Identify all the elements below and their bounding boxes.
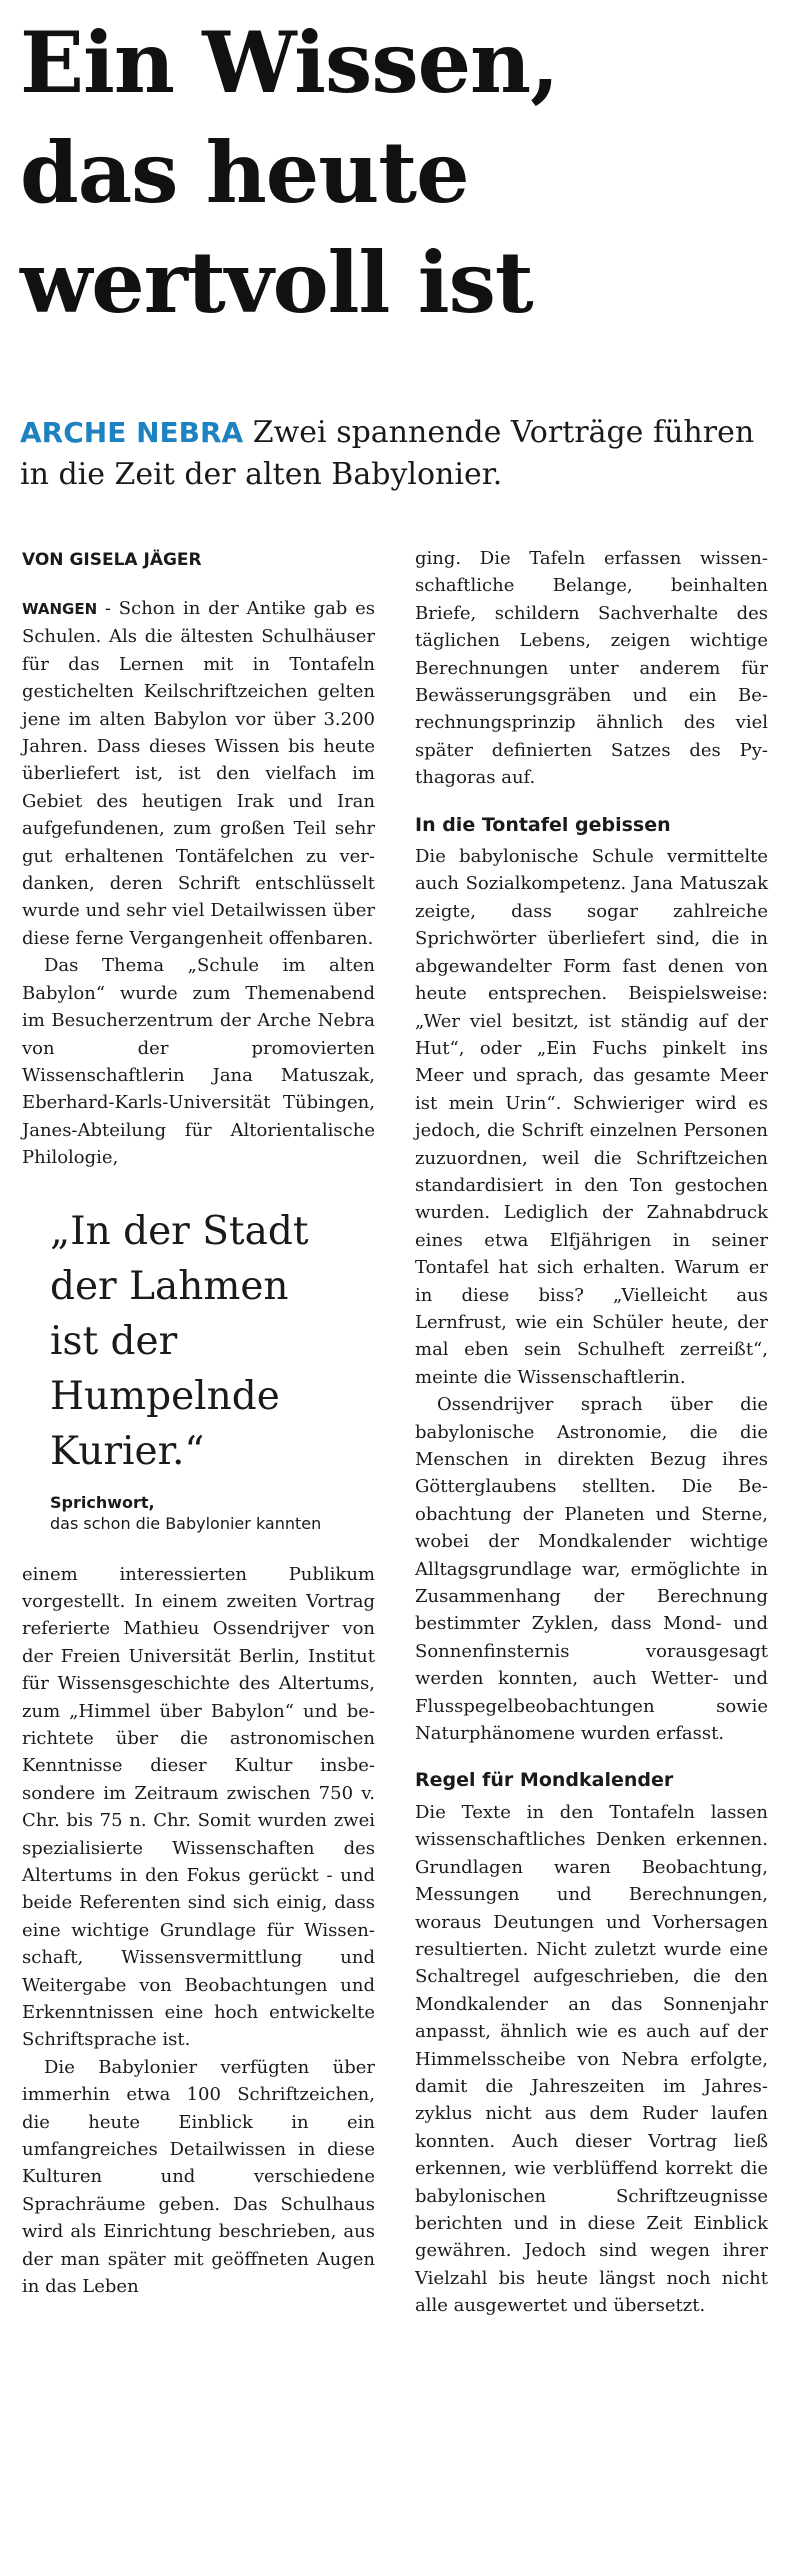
headline xyxy=(20,8,780,338)
kicker: ARCHE NEBRA xyxy=(20,416,244,449)
pull-quote-line: ist der xyxy=(50,1318,178,1364)
deck-text: Zwei spannende Vorträge führen in die Zeit der alten Babylonier. xyxy=(20,415,755,492)
section-heading: In die Tontafel gebissen xyxy=(415,813,671,836)
section-heading: Regel für Mondkalender xyxy=(415,1769,674,1792)
column-left xyxy=(22,545,375,2301)
paragraph: ging. Die Tafeln erfassen wissenschaftliche Belange, beinhalten Briefe, schildern Sachverhalte des täglichen Lebens, zeigen wichtige Berechnungen unter anderem für Bewässerungsgräben und ein Berechnungsprinzip ähnlich des viel später definierten Satzes des Pythagoras auf. xyxy=(415,548,768,789)
paragraph: Die Texte in den Tontafeln lassen wissenschaftliches Denken erkennen. Grundlagen waren Beobachtung, Messungen und Berechnungen, woraus Deutungen und Vorhersagen resultierten. Nicht zuletzt wurde eine Schaltregel aufgeschrieben, die den Mondkalender an das Sonnenjahr anpasst, ähnlich wie es auch auf der Himmelsscheibe von Nebra erfolgte, damit die Jahreszeiten im Jahreszyklus nicht aus dem Ruder laufen konnten. Auch dieser Vortrag ließ erkennen, wie verblüffend korrekt die babylonischen Schriftzeugnisse berichten und in diese Zeit Einblick gewähren. Jedoch sind wegen ihrer Vielzahl bis heute längst noch nicht alle ausgewertet und übersetzt. xyxy=(415,1801,768,2317)
pull-quote-attribution-desc: das schon die Babylonier kannten xyxy=(50,1513,322,1533)
paragraph: Die Babylonier verfügten über immerhin etwa 100 Schriftzeichen, die heute Einblick in ein umfangreiches Detailwissen in diese Kulturen und verschiedene Sprachräume geben. Das Schulhaus wird als Einrichtung beschrieben, aus der man später mit geöffneten Augen in das Leben xyxy=(22,2056,375,2298)
pull-quote-text xyxy=(50,1204,375,1479)
deck xyxy=(20,412,780,496)
paragraph: Das Thema „Schule im alten Babylon“ wurde zum Themenabend im Besucherzentrum der Arche Nebra von der promovierten Wissenschaftlerin Jana Matuszak, Eberhard-Karls-Universität Tübingen, Janes-Abteilung für Altorientalische Philologie, xyxy=(22,955,375,1169)
paragraph: Die babylonische Schule vermittelte auch Sozialkompetenz. Jana Matuszak zeigte, dass sogar zahlreiche Sprichwörter überliefert sind, die in abgewandelter Form fast denen von heute entsprechen. Beispielsweise: „Wer viel besitzt, ist ständig auf der Hut“, oder „Ein Fuchs pinkelt ins Meer und sprach, das gesamte Meer ist mein Urin“. Schwieriger wird es jedoch, die Schrift einzelnen Personen zuzuordnen, weil die Schriftzeichen standardisiert in den Ton gestochen wurden. Lediglich der Zahnabdruck eines etwa Elfjährigen in seiner Tontafel hat sich erhalten. Warum er in diese biss? „Vielleicht aus Lernfrust, wie ein Schüler heute, der mal eben sein Schulheft zerreißt“, meinte die Wissenschaftlerin. xyxy=(415,846,768,1388)
pull-quote-line: der Lahmen xyxy=(50,1263,289,1309)
pull-quote-line: Humpelnde xyxy=(50,1373,280,1419)
pull-quote-line: „In der Stadt xyxy=(50,1208,309,1254)
paragraph xyxy=(22,595,375,952)
pull-quote-line: Kurier.“ xyxy=(50,1428,205,1474)
column-right xyxy=(415,545,768,2320)
headline-line: das heute xyxy=(20,123,469,222)
pull-quote xyxy=(22,1204,375,1533)
paragraph: Ossendrijver sprach über die babylonische Astronomie, die die Menschen in direkten Bezug ihres Götterglaubens stellten. Die Beobachtung der Planeten und Sterne, wobei der Mondkalender wichtige Alltagsgrundlage war, ermöglichte in Zusammenhang der Berechnung bestimmter Zyklen, dass Mond- und Sonnenfinsternis vorausgesagt werden konnten, auch Wetter- und Flusspegelbeobachtungen sowie Naturphänomene wurden erfasst. xyxy=(415,1394,768,1745)
paragraph: einem interessierten Publikum vorgestellt. In einem zweiten Vortrag referierte Mathieu Ossendrijver von der Freien Universität Berlin, Institut für Wissensgeschichte des Altertums, zum „Himmel über Babylon“ und berichtete über die astronomischen Kenntnisse dieser Kultur insbesondere im Zeitraum zwischen 750 v. Chr. bis 75 n. Chr. Somit wurden zwei spezialisierte Wissenschaften des Altertums in den Fokus gerückt - und beide Referenten sind sich einig, dass eine wichtige Grundlage für Wissenschaft, Wissensvermittlung und Weitergabe von Beobachtungen und Erkenntnissen eine hoch entwickelte Schriftsprache ist. xyxy=(22,1563,375,2051)
dateline: WANGEN xyxy=(22,600,98,618)
headline-line: Ein Wissen, xyxy=(20,13,559,112)
byline: VON GISELA JÄGER xyxy=(22,550,202,570)
headline-line: wertvoll ist xyxy=(20,233,533,332)
pull-quote-attribution: Sprichwort, xyxy=(50,1492,155,1512)
paragraph-text: - Schon in der Antike gab es Schulen. Als die ältesten Schulhäuser für das Lernen mit in Tontafeln gestichelten Keilschriftzeichen gelten jene im alten Babylon vor über 3.200 Jahren. Dass dieses Wissen bis heute überliefert ist, ist den vielfach im Gebiet des heutigen Irak und Iran aufgefundenen, zum großen Teil sehr gut erhaltenen Tontäfelchen zu verdanken, deren Schrift entschlüsselt wurde und sehr viel Detailwissen über diese ferne Vergangenheit offenbaren. xyxy=(22,598,375,949)
